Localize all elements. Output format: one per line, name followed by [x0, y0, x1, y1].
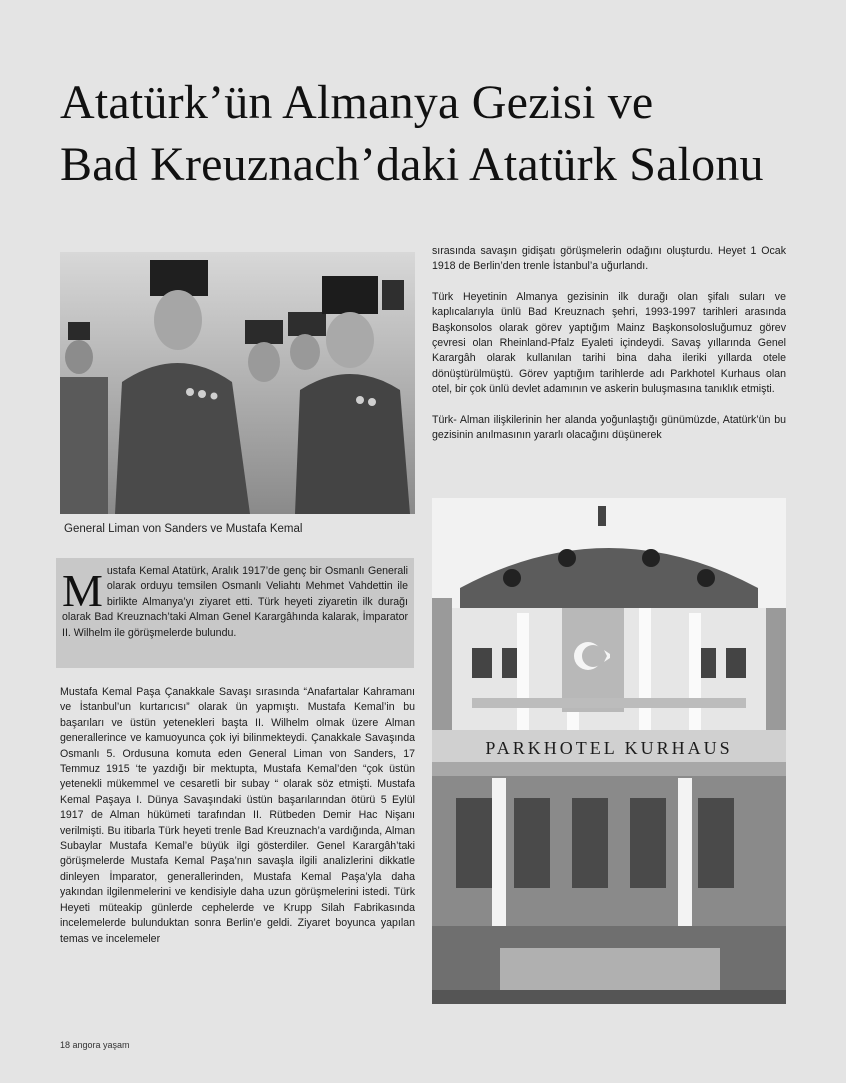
left-column-text	[60, 685, 415, 947]
hotel-sign-text: PARKHOTEL KURHAUS	[485, 738, 733, 758]
photo-caption: General Liman von Sanders ve Mustafa Kemal	[64, 523, 303, 535]
right-paragraph-2: Türk Heyetinin Almanya gezisinin ilk durağı olan şifalı suları ve kaplıcalarıyla ünlü Bad Kreuznach şehri, 1993-1997 tarihleri arasında Başkonsolos olarak görev yaptığım Mainz Başkonsolosluğumuz görev çevresi olan Rheinland-Pfalz Eyaleti içindeydi. Savaş yıllarında Genel Karargâh olarak kullanılan tarihi bina daha ileriki yıllarda otele dönüştürülmüştü. Görev yaptığım tarihlerde adı Parkhotel Kurhaus olan otel, bir çok ünlü devlet adamının ve askerin buluşmasına tanıklık etmişti.	[432, 290, 786, 396]
right-paragraph-3: Türk- Alman ilişkilerinin her alanda yoğunlaştığı günümüzde, Atatürk’ün bu gezisinin anılmasının yararlı olacağını düşünerek	[432, 413, 786, 442]
article-title-line-1: Atatürk’ün Almanya Gezisi ve	[60, 76, 654, 129]
lead-paragraph: ustafa Kemal Atatürk, Aralık 1917’de genç bir Osmanlı Generali olarak orduyu temsilen Osmanlı Veliahtı Mehmet Vahdettin ile birlikte Almanya’yı ziyaret etti. Türk heyeti ziyaretin ilk durağı olarak Bad Kreuznach’taki Alman Genel Karargâhında kalarak, İmparator II. Wilhelm ile görüşmelerde bulundu.	[62, 565, 408, 639]
left-paragraph: Mustafa Kemal Paşa Çanakkale Savaşı sırasında “Anafartalar Kahramanı ve İstanbul’un kurtarıcısı” olarak ün yapmıştı. Mustafa Kemal’in bu başarıları ve üstün yetenekleri başta II. Wilhelm olmak üzere Alman generallerince ve kamuoyunca çok iyi bilinmekteydi. Çanakkale Savaşında Osmanlı 5. Ordusuna komuta eden General Liman von Sanders, 17 Temmuz 1915 ‘te yazdığı bir mektupta, Mustafa Kemal’den “çok üstün yetenekli mükemmel ve cesaretli bir subay “ olarak söz etmişti. Mustafa Kemal Paşaya I. Dünya Savaşındaki üstün başarılarından ötürü 5 Eylül 1917 de Alman hükümeti tarafından II. Rütbeden Demir Hac Nişanı verilmişti. Bu itibarla Türk heyeti trenle Bad Kreuznach’a vardığında, Alman Subaylar Mustafa Kemal’e büyük ilgi gösterdiler. Genel Karargâh’taki görüşmelerde Mustafa Kemal Paşa’nın savaşla ilgili analizlerini dikkatle dinleyen İmparator, generallerinden, Mustafa Kemal Paşa’yla daha yakından ilgilenmelerini ve kendisiyle daha uzun görüşmelerini istedi. Türk Heyeti müteakip günlerde cephelerde ve Krupp Silah Fabrikasında incelemelerde bulunduktan sonra Berlin’e geldi. Ziyaret boyunca yapılan temas ve incelemeler	[60, 686, 415, 945]
drop-cap: M	[62, 565, 103, 616]
article-title	[60, 72, 820, 196]
article-title-line-2: Bad Kreuznach’daki Atatürk Salonu	[60, 138, 764, 191]
page-footer: 18 angora yaşam	[60, 1040, 130, 1050]
right-column-text	[432, 244, 786, 443]
right-paragraph-1: sırasında savaşın gidişatı görüşmelerin odağını oluşturdu. Heyet 1 Ocak 1918 de Berlin’den trenle İstanbul’a uğurlandı.	[432, 245, 786, 273]
historical-photo-illustration	[60, 252, 415, 514]
hotel-photo	[432, 498, 786, 1004]
historical-photo	[60, 252, 415, 514]
lead-paragraph-box	[56, 558, 414, 668]
hotel-photo-illustration	[432, 498, 786, 1004]
